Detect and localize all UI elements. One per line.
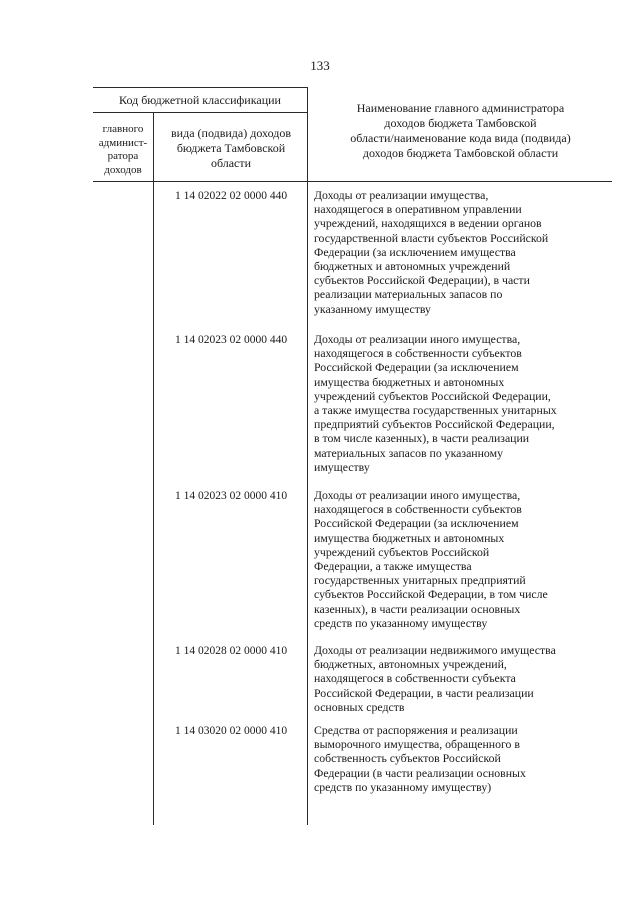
row-line: находящегося в оперативном управлении <box>314 202 522 217</box>
table-header-bottom-rule <box>93 181 612 182</box>
table-header-divider <box>93 112 307 113</box>
header-name-line: области/наименование кода вида (подвида) <box>350 131 571 145</box>
row-line: Российской Федерации (за исключением <box>314 516 519 531</box>
row-line: Российской Федерации, в части реализации <box>314 685 534 700</box>
row-line: реализации материальных запасов по <box>314 287 503 302</box>
page-number: 133 <box>310 58 330 73</box>
row-5-description <box>314 723 596 794</box>
row-line: предприятий субъектов Российской Федерации, <box>314 417 555 432</box>
column-divider-admin <box>153 112 154 825</box>
row-line: находящегося в собственности субъектов <box>314 346 522 361</box>
row-line: а также имущества государственных унитарных <box>314 403 557 418</box>
row-line: в том числе казенных), в части реализации <box>314 431 530 446</box>
row-line: средств по указанному имуществу <box>314 615 488 630</box>
header-chief-administrator <box>93 123 153 177</box>
row-line: Российской Федерации (за исключением <box>314 360 519 375</box>
header-name <box>309 101 612 161</box>
row-line: Доходы от реализации иного имущества, <box>314 488 521 502</box>
row-line: средств по указанному имуществу) <box>314 779 492 794</box>
row-line: Доходы от реализации иного имущества, <box>314 332 521 346</box>
row-line: собственность субъектов Российской <box>314 751 501 766</box>
column-divider-name <box>307 87 308 825</box>
row-3-description <box>314 488 596 630</box>
header-admin-line: главного <box>102 123 144 135</box>
header-name-line: доходов бюджета Тамбовской <box>384 116 537 130</box>
row-line: Федерации, а также имущества <box>314 559 472 574</box>
row-5-code: 1 14 03020 02 0000 410 <box>174 725 288 737</box>
row-line: Средства от распоряжения и реализации <box>314 723 518 737</box>
row-line: имуществу <box>314 459 370 474</box>
header-kind-line: области <box>210 156 252 170</box>
row-line: имущества бюджетных и автономных <box>314 530 505 545</box>
header-admin-line: доходов <box>104 163 142 176</box>
header-admin-line: админист- <box>98 136 148 149</box>
row-2-code: 1 14 02023 02 0000 440 <box>174 334 288 346</box>
row-line: основных средств <box>314 699 405 714</box>
row-line: бюджетных и автономных учреждений <box>314 259 511 274</box>
row-line: находящегося в собственности субъектов <box>314 502 522 517</box>
row-line: Доходы от реализации имущества, <box>314 188 489 202</box>
row-line: учреждений, находящихся в ведении органов <box>314 216 542 231</box>
row-line: имущества бюджетных и автономных <box>314 374 505 389</box>
row-1-code: 1 14 02022 02 0000 440 <box>174 190 288 202</box>
row-line: находящегося в собственности субъекта <box>314 671 516 686</box>
row-2-description <box>314 332 604 474</box>
row-line: материальных запасов по указанному <box>314 445 503 460</box>
row-line: Доходы от реализации недвижимого имущества <box>314 643 556 657</box>
row-line: государственных унитарных предприятий <box>314 573 526 588</box>
row-line: Федерации (в части реализации основных <box>314 765 526 780</box>
row-line: субъектов Российской Федерации, в том числе <box>314 587 548 602</box>
table-top-rule <box>93 87 307 88</box>
header-admin-line: ратора <box>107 150 139 162</box>
row-line: бюджетных, автономных учреждений, <box>314 657 507 672</box>
header-name-line: доходов бюджета Тамбовской области <box>362 146 559 160</box>
row-4-description <box>314 643 604 714</box>
header-budget-classification-code: Код бюджетной классификации <box>119 93 281 107</box>
row-line: учреждений субъектов Российской Федерации, <box>314 388 551 403</box>
row-line: выморочного имущества, обращенного в <box>314 737 520 752</box>
row-line: казенных), в части реализации основных <box>314 601 521 616</box>
header-kind-line: бюджета Тамбовской <box>176 141 286 155</box>
header-kind-line: вида (подвида) доходов <box>171 126 291 140</box>
row-line: субъектов Российской Федерации), в части <box>314 273 530 288</box>
row-3-code: 1 14 02023 02 0000 410 <box>174 490 288 502</box>
row-1-description <box>314 188 596 316</box>
row-4-code: 1 14 02028 02 0000 410 <box>174 645 288 657</box>
header-name-line: Наименование главного администратора <box>356 101 565 115</box>
row-line: учреждений субъектов Российской <box>314 544 490 559</box>
row-line: Федерации (за исключением имущества <box>314 244 516 259</box>
header-income-kind <box>156 126 306 171</box>
row-line: указанному имуществу <box>314 301 431 316</box>
row-line: государственной власти субъектов Российской <box>314 230 549 245</box>
